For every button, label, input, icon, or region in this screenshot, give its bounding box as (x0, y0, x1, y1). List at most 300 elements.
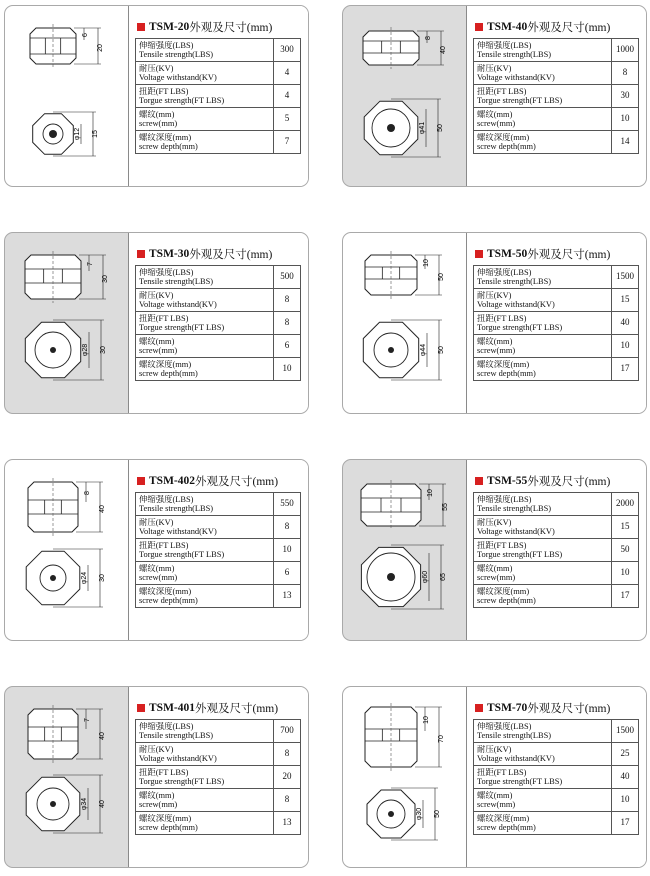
dim-diameter: φ12 (74, 127, 81, 141)
spec-label-en: Torgue strength(FT LBS) (477, 777, 563, 786)
spec-label (474, 493, 612, 516)
spec-label-cn: 扭距(FT LBS) (139, 767, 189, 777)
spec-row (474, 789, 639, 812)
drawing-svg (343, 687, 465, 867)
spec-label-en: Tensile strength(LBS) (477, 731, 552, 740)
spec-label-en: Torgue strength(FT LBS) (139, 323, 225, 332)
model-name: TSM-50 (487, 248, 528, 260)
spec-value: 40 (612, 312, 639, 335)
spec-label-en: screw depth(mm) (139, 596, 198, 605)
product-card-tsm-70 (342, 686, 647, 868)
spec-row (136, 85, 301, 108)
spec-value: 17 (612, 812, 639, 835)
spec-label-en: screw(mm) (139, 346, 178, 355)
spec-label-cn: 扭距(FT LBS) (139, 313, 189, 323)
spec-row (136, 493, 301, 516)
spec-label-cn: 耐压(KV) (477, 290, 512, 300)
spec-label (474, 516, 612, 539)
spec-label-cn: 螺纹(mm) (139, 790, 175, 800)
spec-label (136, 62, 274, 85)
spec-label (474, 766, 612, 789)
title-suffix: 外观及尺寸(mm) (527, 22, 611, 34)
spec-row (474, 131, 639, 154)
screw-hole (50, 575, 56, 581)
spec-row (136, 335, 301, 358)
drawing-svg (343, 6, 465, 186)
spec-label (136, 108, 274, 131)
red-square-icon (137, 250, 145, 258)
spec-label (474, 62, 612, 85)
spec-label-en: Voltage withstand(KV) (477, 300, 555, 309)
red-square-icon (475, 23, 483, 31)
spec-label-en: screw depth(mm) (477, 596, 536, 605)
spec-table (135, 38, 301, 154)
product-title (137, 474, 278, 488)
spec-table (135, 719, 301, 835)
technical-drawing (343, 687, 465, 867)
title-suffix: 外观及尺寸(mm) (189, 249, 273, 261)
spec-value: 50 (612, 539, 639, 562)
spec-label-en: Tensile strength(LBS) (477, 504, 552, 513)
dim-top-height: 10 (423, 259, 430, 267)
drawing-svg (5, 6, 127, 186)
spec-label-en: screw(mm) (477, 346, 516, 355)
red-square-icon (137, 477, 145, 485)
spec-label-cn: 螺纹深度(mm) (477, 359, 530, 369)
spec-label (474, 358, 612, 381)
spec-row (474, 585, 639, 608)
dim-top-height: 8 (84, 491, 91, 495)
dim-total-height: 30 (102, 275, 109, 283)
spec-value: 8 (612, 62, 639, 85)
spec-row (136, 789, 301, 812)
technical-drawing (5, 6, 127, 186)
spec-row (136, 62, 301, 85)
spec-value: 550 (274, 493, 301, 516)
spec-label-en: screw depth(mm) (139, 823, 198, 832)
spec-row (474, 85, 639, 108)
screw-hole (388, 347, 394, 353)
spec-panel (466, 460, 646, 640)
spec-label-cn: 耐压(KV) (139, 517, 174, 527)
drawing-svg (5, 687, 127, 867)
spec-label-en: screw(mm) (477, 800, 516, 809)
spec-label-en: Torgue strength(FT LBS) (139, 777, 225, 786)
spec-row (136, 516, 301, 539)
spec-label-en: Torgue strength(FT LBS) (477, 96, 563, 105)
model-name: TSM-70 (487, 702, 528, 714)
spec-row (474, 562, 639, 585)
spec-value: 5 (274, 108, 301, 131)
spec-row (136, 743, 301, 766)
spec-label-en: screw(mm) (477, 573, 516, 582)
product-title (137, 20, 272, 34)
spec-row (136, 585, 301, 608)
spec-value: 14 (612, 131, 639, 154)
spec-label-en: Torgue strength(FT LBS) (139, 550, 225, 559)
spec-label (474, 743, 612, 766)
spec-row (474, 39, 639, 62)
spec-label (474, 312, 612, 335)
spec-label-en: Torgue strength(FT LBS) (139, 96, 225, 105)
drawing-svg (343, 233, 465, 413)
spec-row (136, 108, 301, 131)
screw-hole (49, 130, 57, 138)
spec-label (474, 39, 612, 62)
spec-value: 10 (612, 562, 639, 585)
product-card-tsm-55 (342, 459, 647, 641)
spec-label (474, 720, 612, 743)
red-square-icon (475, 477, 483, 485)
spec-label-en: Tensile strength(LBS) (477, 277, 552, 286)
spec-label-en: Torgue strength(FT LBS) (477, 550, 563, 559)
spec-label (136, 539, 274, 562)
spec-label (136, 358, 274, 381)
spec-label-en: screw depth(mm) (477, 369, 536, 378)
dim-total-height: 40 (99, 732, 106, 740)
model-name: TSM-30 (149, 248, 190, 260)
dim-hex-size: 30 (100, 346, 107, 354)
spec-label-cn: 伸缩强度(LBS) (139, 267, 194, 277)
dim-hex-size: 15 (92, 130, 99, 138)
spec-row (136, 266, 301, 289)
spec-label-cn: 扭距(FT LBS) (477, 86, 527, 96)
title-suffix: 外观及尺寸(mm) (195, 703, 279, 715)
spec-label-cn: 耐压(KV) (477, 63, 512, 73)
red-square-icon (475, 250, 483, 258)
spec-row (474, 289, 639, 312)
spec-label-en: screw(mm) (477, 119, 516, 128)
spec-panel (466, 6, 646, 186)
spec-label-cn: 螺纹深度(mm) (139, 586, 192, 596)
spec-label (474, 289, 612, 312)
spec-label (136, 812, 274, 835)
drawing-svg (5, 233, 127, 413)
spec-label-en: screw(mm) (139, 800, 178, 809)
spec-panel (466, 233, 646, 413)
spec-label-en: screw depth(mm) (139, 369, 198, 378)
spec-label-cn: 伸缩强度(LBS) (139, 494, 194, 504)
spec-value: 1500 (612, 720, 639, 743)
spec-label (136, 493, 274, 516)
dim-diameter: φ60 (422, 570, 429, 584)
spec-label-cn: 螺纹深度(mm) (477, 813, 530, 823)
screw-hole (50, 347, 56, 353)
spec-panel (128, 460, 308, 640)
dim-diameter: φ44 (420, 343, 427, 357)
spec-label-en: screw(mm) (139, 573, 178, 582)
technical-drawing (5, 460, 127, 640)
spec-row (474, 62, 639, 85)
spec-row (136, 720, 301, 743)
spec-label-cn: 螺纹深度(mm) (477, 586, 530, 596)
red-square-icon (137, 704, 145, 712)
spec-label (136, 312, 274, 335)
dim-hex-size: 40 (99, 800, 106, 808)
spec-value: 10 (612, 335, 639, 358)
product-card-tsm-20 (4, 5, 309, 187)
spec-table (473, 492, 639, 608)
spec-value: 10 (612, 789, 639, 812)
spec-label-cn: 扭距(FT LBS) (139, 540, 189, 550)
screw-hole (387, 124, 395, 132)
spec-label-en: Voltage withstand(KV) (477, 527, 555, 536)
spec-value: 20 (274, 766, 301, 789)
spec-label-en: Tensile strength(LBS) (139, 504, 214, 513)
spec-label-cn: 耐压(KV) (477, 517, 512, 527)
spec-value: 4 (274, 85, 301, 108)
spec-value: 700 (274, 720, 301, 743)
spec-value: 8 (274, 312, 301, 335)
spec-row (136, 539, 301, 562)
spec-row (474, 266, 639, 289)
spec-value: 1000 (612, 39, 639, 62)
spec-label (474, 85, 612, 108)
spec-label (136, 131, 274, 154)
spec-label-cn: 螺纹(mm) (477, 563, 513, 573)
spec-value: 40 (612, 766, 639, 789)
model-name: TSM-55 (487, 475, 528, 487)
title-suffix: 外观及尺寸(mm) (195, 476, 279, 488)
spec-label (136, 516, 274, 539)
spec-label-cn: 扭距(FT LBS) (477, 540, 527, 550)
spec-label (136, 585, 274, 608)
spec-row (474, 108, 639, 131)
spec-label-en: Tensile strength(LBS) (139, 731, 214, 740)
product-card-tsm-30 (4, 232, 309, 414)
spec-label (136, 85, 274, 108)
spec-row (136, 289, 301, 312)
spec-label (136, 562, 274, 585)
technical-drawing (5, 687, 127, 867)
model-name: TSM-401 (149, 702, 195, 714)
dim-diameter: φ28 (82, 343, 89, 357)
spec-panel (466, 687, 646, 867)
spec-row (474, 766, 639, 789)
spec-row (474, 358, 639, 381)
spec-row (136, 812, 301, 835)
spec-panel (128, 6, 308, 186)
spec-label-en: Tensile strength(LBS) (139, 50, 214, 59)
title-suffix: 外观及尺寸(mm) (527, 476, 611, 488)
spec-label (474, 789, 612, 812)
dim-hex-size: 50 (434, 810, 441, 818)
spec-label-cn: 螺纹(mm) (477, 790, 513, 800)
product-title (137, 701, 278, 715)
spec-label-en: Voltage withstand(KV) (139, 754, 217, 763)
spec-label-en: Voltage withstand(KV) (139, 73, 217, 82)
spec-label-cn: 扭距(FT LBS) (477, 767, 527, 777)
product-card-tsm-402 (4, 459, 309, 641)
spec-label-cn: 螺纹深度(mm) (139, 132, 192, 142)
spec-table (473, 38, 639, 154)
spec-label-cn: 伸缩强度(LBS) (477, 267, 532, 277)
spec-label-cn: 螺纹(mm) (477, 109, 513, 119)
spec-value: 10 (274, 358, 301, 381)
red-square-icon (137, 23, 145, 31)
dim-top-height: 7 (84, 718, 91, 722)
product-card-tsm-40 (342, 5, 647, 187)
spec-label-en: Voltage withstand(KV) (477, 754, 555, 763)
spec-table (135, 492, 301, 608)
spec-label (474, 266, 612, 289)
spec-value: 8 (274, 289, 301, 312)
spec-label-cn: 伸缩强度(LBS) (139, 40, 194, 50)
dim-diameter: φ41 (419, 121, 426, 135)
title-suffix: 外观及尺寸(mm) (527, 703, 611, 715)
spec-label-en: Voltage withstand(KV) (477, 73, 555, 82)
spec-value: 8 (274, 516, 301, 539)
spec-table (473, 719, 639, 835)
product-title (475, 247, 610, 261)
dim-total-height: 40 (440, 46, 447, 54)
spec-label-cn: 螺纹(mm) (477, 336, 513, 346)
spec-label (136, 335, 274, 358)
spec-value: 25 (612, 743, 639, 766)
spec-label-cn: 伸缩强度(LBS) (139, 721, 194, 731)
product-card-tsm-401 (4, 686, 309, 868)
spec-label-cn: 伸缩强度(LBS) (477, 494, 532, 504)
dim-diameter: φ30 (416, 807, 423, 821)
spec-panel (128, 233, 308, 413)
technical-drawing (5, 233, 127, 413)
title-suffix: 外观及尺寸(mm) (527, 249, 611, 261)
spec-value: 7 (274, 131, 301, 154)
spec-value: 500 (274, 266, 301, 289)
model-name: TSM-40 (487, 21, 528, 33)
spec-value: 8 (274, 789, 301, 812)
spec-label (474, 108, 612, 131)
spec-value: 10 (274, 539, 301, 562)
dim-total-height: 40 (99, 505, 106, 513)
drawing-svg (343, 460, 465, 640)
spec-label-en: screw depth(mm) (477, 142, 536, 151)
spec-value: 1500 (612, 266, 639, 289)
spec-value: 8 (274, 743, 301, 766)
spec-table (135, 265, 301, 381)
spec-label-en: screw depth(mm) (139, 142, 198, 151)
dim-top-height: 7 (87, 262, 94, 266)
spec-value: 4 (274, 62, 301, 85)
dim-total-height: 70 (438, 735, 445, 743)
spec-panel (128, 687, 308, 867)
dim-total-height: 20 (97, 44, 104, 52)
spec-value: 13 (274, 812, 301, 835)
spec-row (474, 720, 639, 743)
dim-top-height: 8 (425, 36, 432, 40)
spec-value: 2000 (612, 493, 639, 516)
spec-label (136, 766, 274, 789)
product-card-tsm-50 (342, 232, 647, 414)
dim-total-height: 55 (442, 503, 449, 511)
spec-label-cn: 耐压(KV) (139, 290, 174, 300)
spec-label-cn: 耐压(KV) (139, 63, 174, 73)
product-title (475, 474, 610, 488)
spec-label-en: screw(mm) (139, 119, 178, 128)
spec-row (136, 39, 301, 62)
title-suffix: 外观及尺寸(mm) (189, 22, 273, 34)
dim-total-height: 50 (438, 273, 445, 281)
spec-value: 6 (274, 335, 301, 358)
spec-value: 15 (612, 516, 639, 539)
spec-value: 15 (612, 289, 639, 312)
spec-label (136, 789, 274, 812)
technical-drawing (343, 460, 465, 640)
dim-top-height: 6 (82, 33, 89, 37)
spec-row (136, 131, 301, 154)
spec-label-cn: 伸缩强度(LBS) (477, 721, 532, 731)
spec-label-en: Tensile strength(LBS) (139, 277, 214, 286)
product-title (137, 247, 272, 261)
spec-label (136, 39, 274, 62)
spec-label-cn: 螺纹深度(mm) (139, 359, 192, 369)
technical-drawing (343, 233, 465, 413)
spec-value: 17 (612, 585, 639, 608)
spec-row (474, 516, 639, 539)
model-name: TSM-402 (149, 475, 195, 487)
spec-row (474, 493, 639, 516)
spec-row (474, 743, 639, 766)
dim-top-height: 10 (427, 489, 434, 497)
spec-value: 10 (612, 108, 639, 131)
spec-label-cn: 螺纹(mm) (139, 563, 175, 573)
dim-hex-size: 65 (440, 573, 447, 581)
spec-label-cn: 伸缩强度(LBS) (477, 40, 532, 50)
spec-label-cn: 耐压(KV) (477, 744, 512, 754)
spec-label (474, 562, 612, 585)
spec-row (474, 335, 639, 358)
dim-hex-size: 50 (437, 124, 444, 132)
spec-label (474, 131, 612, 154)
spec-value: 13 (274, 585, 301, 608)
spec-row (136, 358, 301, 381)
spec-label-cn: 螺纹(mm) (139, 109, 175, 119)
spec-label (136, 289, 274, 312)
model-name: TSM-20 (149, 21, 190, 33)
spec-row (136, 562, 301, 585)
spec-label (474, 585, 612, 608)
spec-row (474, 312, 639, 335)
spec-label-cn: 螺纹深度(mm) (139, 813, 192, 823)
spec-label-cn: 螺纹深度(mm) (477, 132, 530, 142)
spec-row (474, 539, 639, 562)
spec-label (136, 266, 274, 289)
spec-row (136, 766, 301, 789)
screw-hole (50, 801, 56, 807)
spec-label (136, 720, 274, 743)
spec-label-cn: 耐压(KV) (139, 744, 174, 754)
spec-value: 6 (274, 562, 301, 585)
spec-label-cn: 扭距(FT LBS) (139, 86, 189, 96)
dim-hex-size: 30 (99, 574, 106, 582)
product-title (475, 701, 610, 715)
spec-label (136, 743, 274, 766)
dim-top-height: 10 (423, 716, 430, 724)
spec-value: 300 (274, 39, 301, 62)
spec-row (136, 312, 301, 335)
spec-table (473, 265, 639, 381)
spec-label-cn: 螺纹(mm) (139, 336, 175, 346)
dim-diameter: φ24 (81, 571, 88, 585)
screw-hole (388, 811, 394, 817)
dim-diameter: φ34 (81, 797, 88, 811)
drawing-svg (5, 460, 127, 640)
spec-label-en: Voltage withstand(KV) (139, 300, 217, 309)
spec-value: 17 (612, 358, 639, 381)
spec-label-cn: 扭距(FT LBS) (477, 313, 527, 323)
spec-label (474, 539, 612, 562)
screw-hole (387, 573, 395, 581)
